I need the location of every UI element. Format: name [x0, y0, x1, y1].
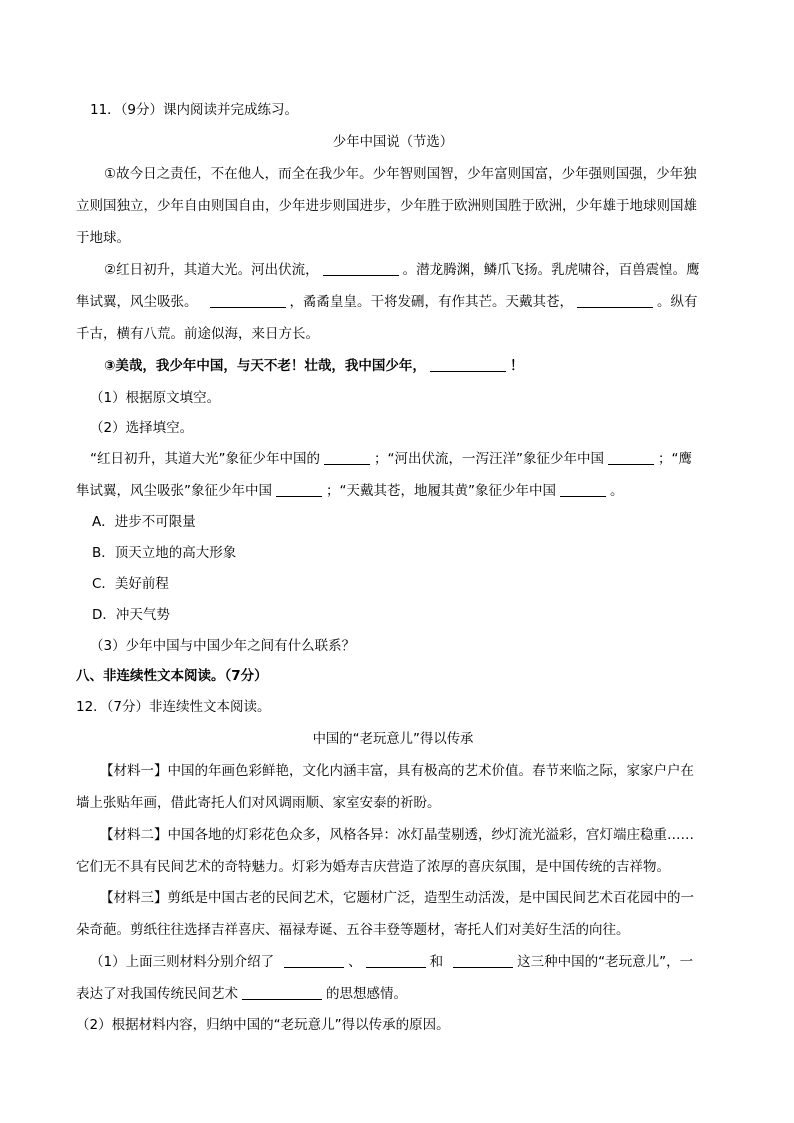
answer-blank[interactable]: [323, 261, 399, 276]
answer-blank[interactable]: [276, 482, 322, 497]
q11-sub2: （2）选择填空。: [90, 420, 194, 436]
q11-sub1: （1）根据原文填空。: [90, 390, 221, 406]
q12-title: 中国的“老玩意儿”得以传承: [312, 731, 474, 747]
q11-sub3: （3）少年中国与中国少年之间有什么联系？: [90, 638, 356, 654]
answer-blank[interactable]: [366, 953, 426, 968]
q12-sub2: （2）根据材料内容，归纳中国的“老玩意儿”得以传承的原因。: [76, 1017, 450, 1033]
q12-material3-line1: 【材料三】剪纸是中国古老的民间艺术，它题材广泛，造型生动活泼，是中国民间艺术百花园中的一: [100, 890, 694, 906]
q11-para1-line1: ①故今日之责任，不在他人，而全在我少年。少年智则国智，少年富则国富，少年强则国强，少年独: [104, 166, 697, 182]
answer-blank[interactable]: [608, 450, 654, 465]
answer-blank[interactable]: [430, 357, 506, 372]
option-a: A．进步不可限量: [92, 514, 196, 530]
answer-blank[interactable]: [453, 953, 513, 968]
answer-blank[interactable]: [577, 293, 653, 308]
q12-material1-line1: 【材料一】中国的年画色彩鲜艳，文化内涵丰富，具有极高的艺术价值。春节来临之际，家家户户在: [100, 763, 694, 779]
answer-blank[interactable]: [560, 482, 606, 497]
q12-sub1-line2: 表达了对我国传统民间艺术 的思想感情。: [76, 986, 407, 1002]
q12-material3-line2: 朵奇葩。剪纸往往选择吉祥喜庆、福禄寿诞、五谷丰登等题材，寄托人们对美好生活的向往。: [76, 922, 630, 938]
section-8-heading: 八、非连续性文本阅读。（7分）: [76, 668, 268, 684]
answer-blank[interactable]: [324, 450, 370, 465]
q12-material2-line2: 它们无不具有民间艺术的奇特魅力。灯彩为婚寿吉庆营造了浓厚的喜庆氛围，是中国传统的吉祥物。: [76, 859, 670, 875]
q11-para2-line2: 隼试翼，风尘吸张。 ，矞矞皇皇。干将发硎，有作其芒。天戴其苍， 。纵有: [76, 294, 698, 310]
q11-para2-line1: ②红日初升，其道大光。河出伏流， 。潜龙腾渊，鳞爪飞扬。乳虎啸谷，百兽震惶。鹰: [104, 262, 700, 278]
q11-title: 少年中国说（节选）: [332, 134, 454, 150]
q11-choose-line2: 隼试翼，风尘吸张”象征少年中国 ；“天戴其苍，地履其黄”象征少年中国 。: [76, 483, 624, 499]
option-c: C．美好前程: [92, 576, 169, 592]
q12-sub1-line1: （1）上面三则材料分别介绍了 、 和 这三种中国的“老玩意儿”，一: [90, 954, 694, 970]
option-b: B．顶天立地的高大形象: [92, 545, 237, 561]
q11-choose-line1: “红日初升，其道大光”象征少年中国的 ；“河出伏流，一泻汪洋”象征少年中国 ；“鹰: [90, 451, 692, 467]
option-d: D．冲天气势: [92, 607, 170, 623]
q11-para3: ③美哉，我少年中国，与天不老！壮哉，我中国少年， ！: [104, 358, 524, 374]
q12-material2-line1: 【材料二】中国各地的灯彩花色众多，风格各异：冰灯晶莹剔透，纱灯流光溢彩，宫灯端庄稳重……: [100, 827, 694, 843]
q11-header: 11．（9分）课内阅读并完成练习。: [90, 102, 299, 118]
answer-blank[interactable]: [242, 985, 322, 1000]
answer-blank[interactable]: [284, 953, 344, 968]
q11-para2-line3: 千古，横有八荒。前途似海，来日方长。: [76, 326, 319, 342]
q12-header: 12．（7分）非连续性文本阅读。: [76, 699, 271, 715]
q11-para1-line3: 于地球。: [76, 230, 130, 246]
q11-para1-line2: 立则国独立，少年自由则国自由，少年进步则国进步，少年胜于欧洲则国胜于欧洲，少年雄于地球则国雄: [76, 198, 697, 214]
answer-blank[interactable]: [210, 293, 286, 308]
q12-material1-line2: 墙上张贴年画，借此寄托人们对风调雨顺、家室安泰的祈盼。: [76, 795, 441, 811]
